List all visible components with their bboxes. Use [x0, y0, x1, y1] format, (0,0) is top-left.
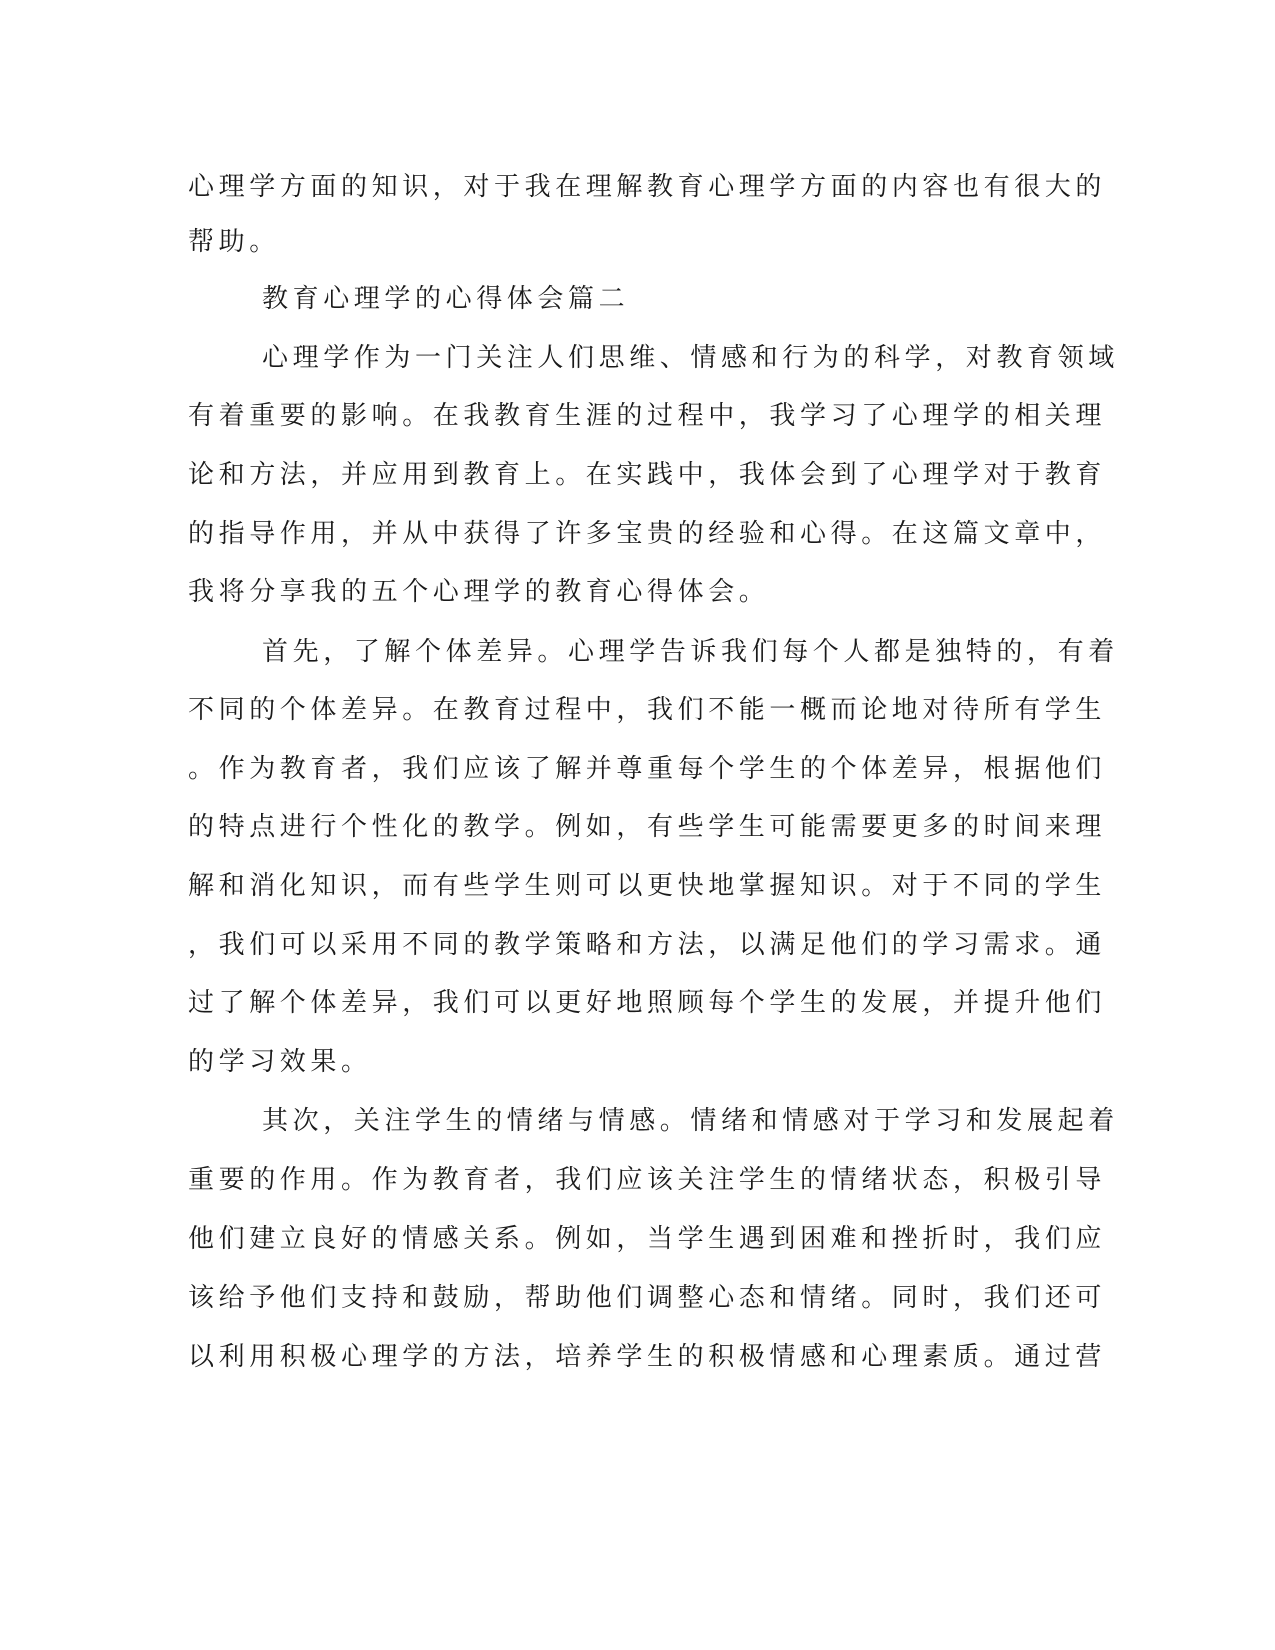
text-line: 心理学方面的知识，对于我在理解教育心理学方面的内容也有很大的 [188, 172, 1107, 202]
text-line: 论和方法，并应用到教育上。在实践中，我体会到了心理学对于教育 [188, 460, 1107, 490]
text-line: ，我们可以采用不同的教学策略和方法，以满足他们的学习需求。通 [188, 930, 1107, 960]
text-line: 以利用积极心理学的方法，培养学生的积极情感和心理素质。通过营 [188, 1342, 1107, 1372]
section-heading: 教育心理学的心得体会篇二 [262, 284, 630, 314]
text-line: 帮助。 [188, 227, 280, 257]
text-line: 解和消化知识，而有些学生则可以更快地掌握知识。对于不同的学生 [188, 871, 1107, 901]
text-line: 其次，关注学生的情绪与情感。情绪和情感对于学习和发展起着 [262, 1106, 1119, 1136]
text-line: 。作为教育者，我们应该了解并尊重每个学生的个体差异，根据他们 [188, 754, 1107, 784]
text-line: 该给予他们支持和鼓励，帮助他们调整心态和情绪。同时，我们还可 [188, 1283, 1107, 1313]
text-line: 他们建立良好的情感关系。例如，当学生遇到困难和挫折时，我们应 [188, 1224, 1107, 1254]
text-line: 有着重要的影响。在我教育生涯的过程中，我学习了心理学的相关理 [188, 401, 1107, 431]
text-line: 我将分享我的五个心理学的教育心得体会。 [188, 577, 770, 607]
text-line: 首先，了解个体差异。心理学告诉我们每个人都是独特的，有着 [262, 637, 1119, 667]
text-line: 的学习效果。 [188, 1047, 372, 1077]
text-line: 的指导作用，并从中获得了许多宝贵的经验和心得。在这篇文章中， [188, 519, 1107, 549]
text-line: 的特点进行个性化的教学。例如，有些学生可能需要更多的时间来理 [188, 812, 1107, 842]
text-line: 过了解个体差异，我们可以更好地照顾每个学生的发展，并提升他们 [188, 988, 1107, 1018]
text-line: 心理学作为一门关注人们思维、情感和行为的科学，对教育领域 [262, 343, 1119, 373]
text-line: 重要的作用。作为教育者，我们应该关注学生的情绪状态，积极引导 [188, 1165, 1107, 1195]
text-line: 不同的个体差异。在教育过程中，我们不能一概而论地对待所有学生 [188, 695, 1107, 725]
